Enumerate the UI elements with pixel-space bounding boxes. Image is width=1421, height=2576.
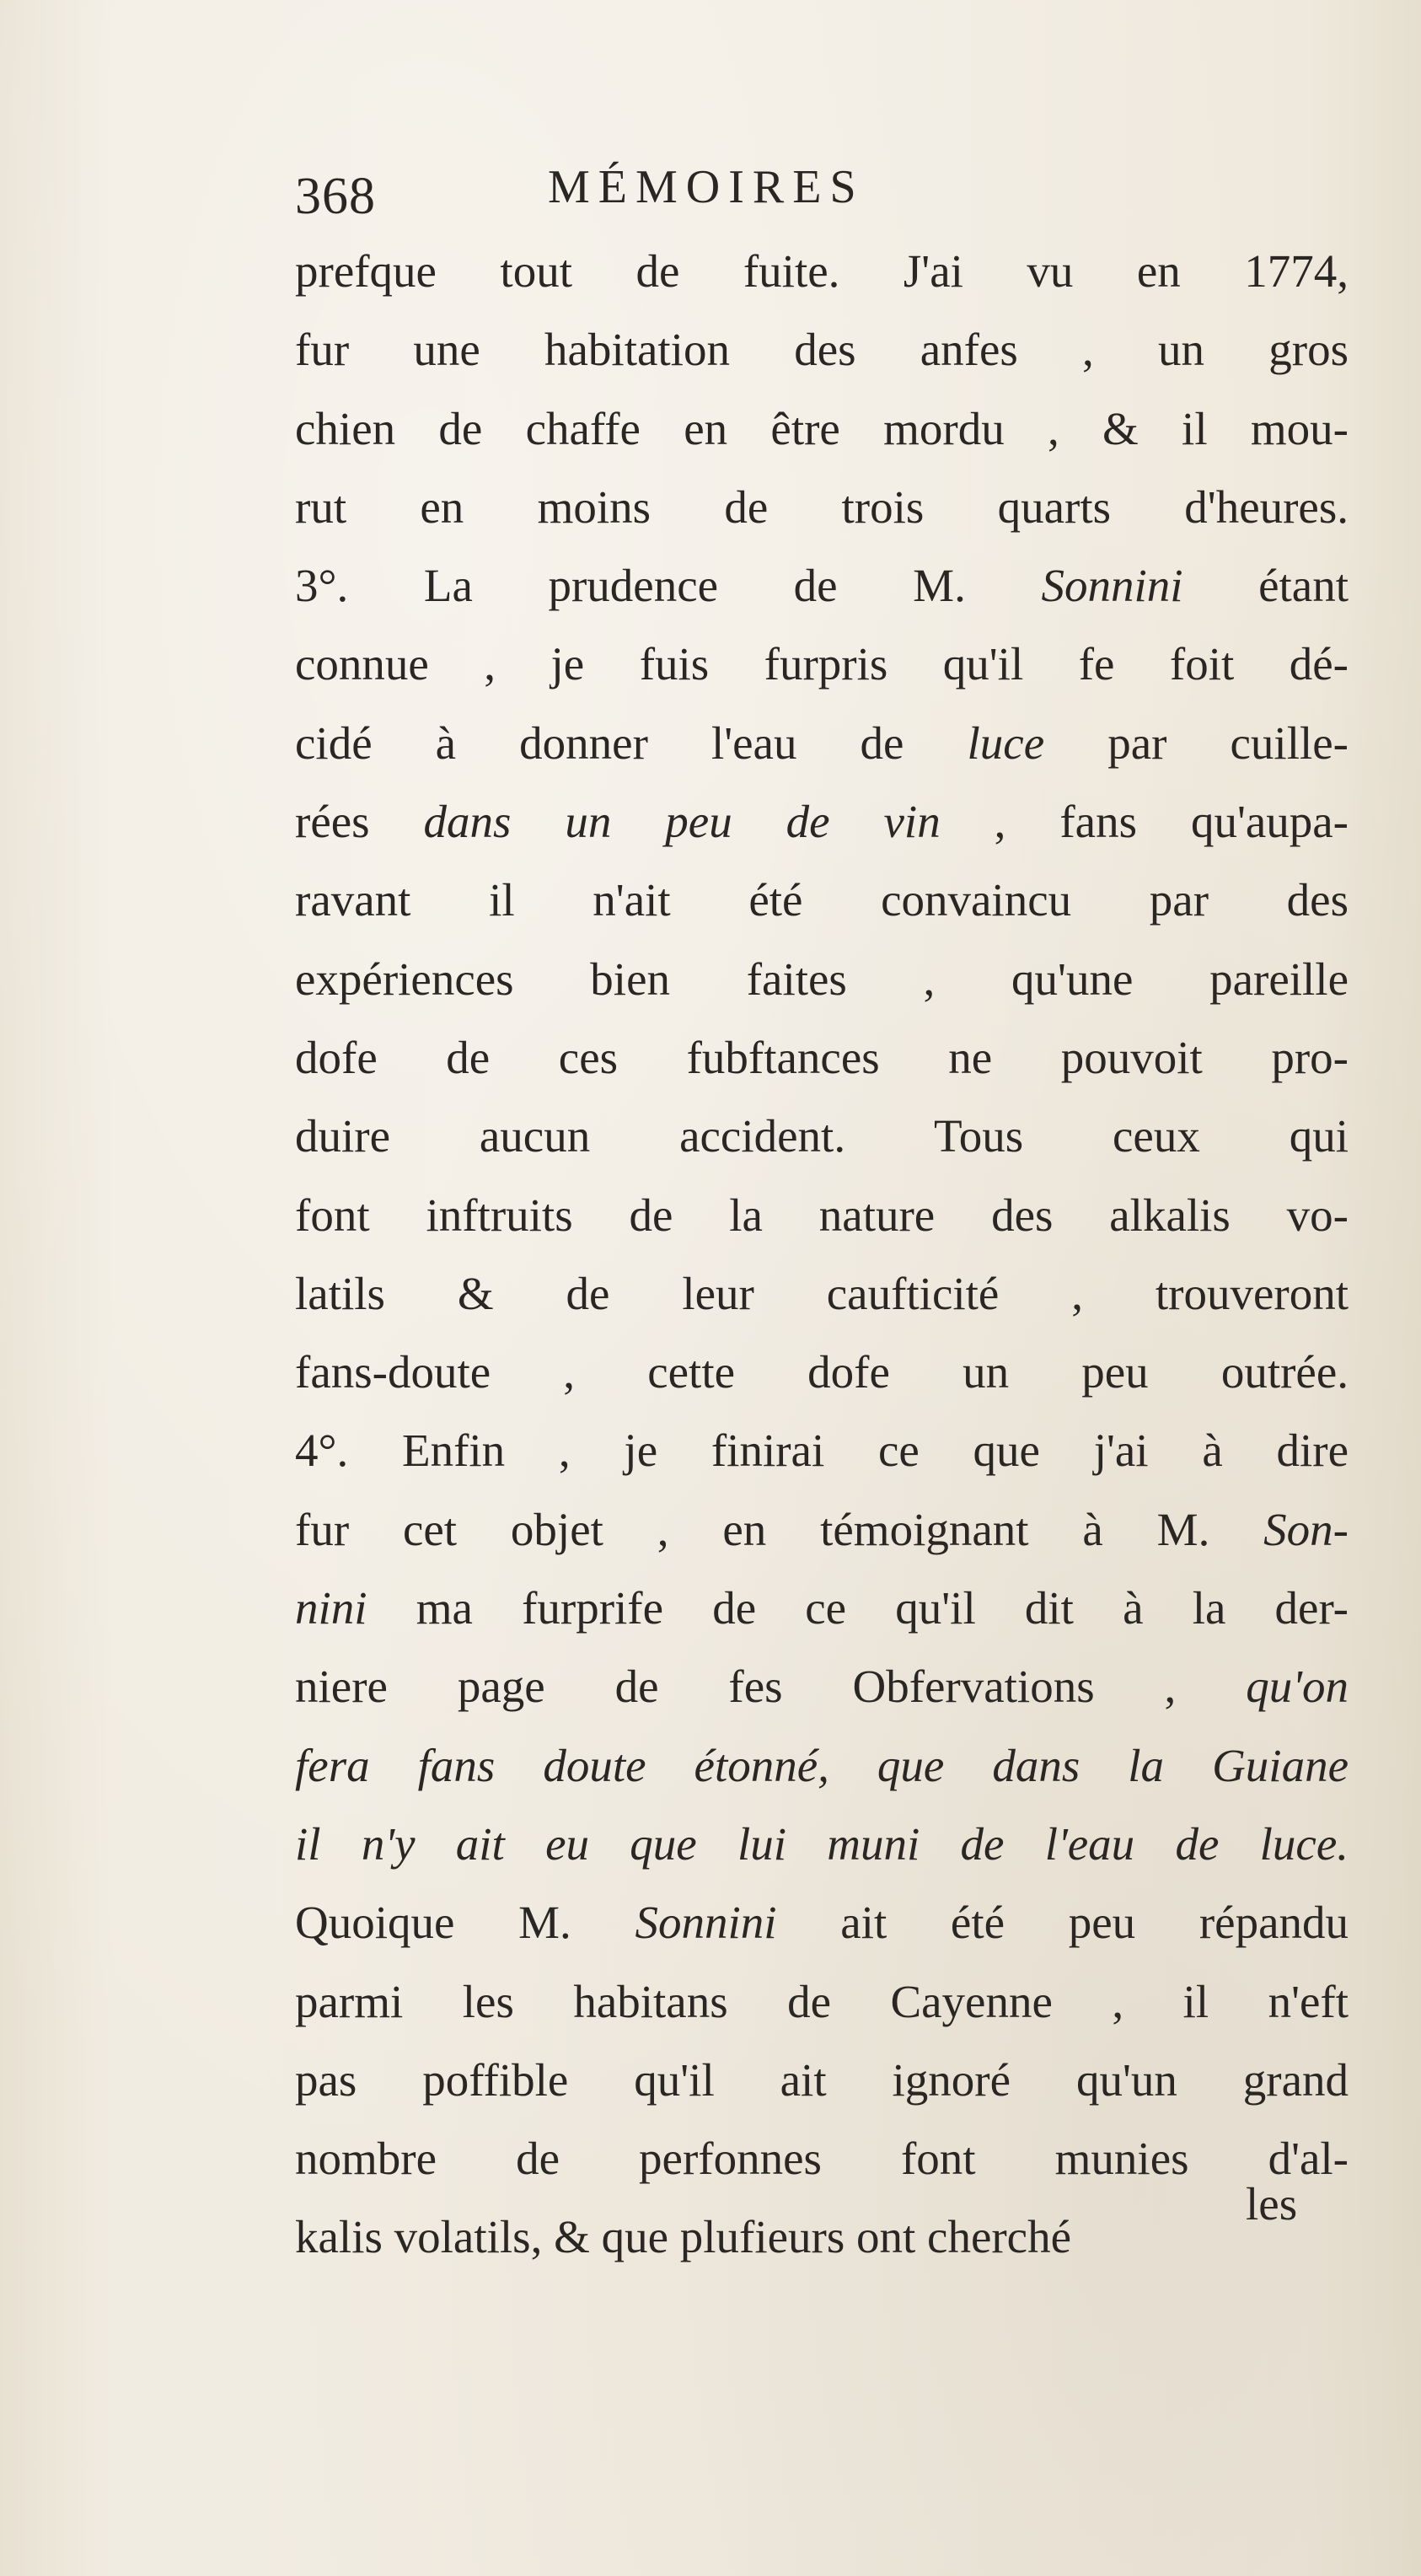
text-run: fur une habitation des anfes , un gros [295,324,1349,376]
text-line [295,310,1349,389]
text-line [295,1883,1349,1962]
italic-text-run: luce [967,716,1045,769]
text-run: pas poffible qu'il ait ignoré qu'un grand [295,2053,1349,2106]
text-line [295,546,1349,625]
text-run: cidé à donner l'eau de [295,716,968,769]
body-text [295,232,1349,2277]
text-line [295,1333,1349,1411]
text-line [295,2198,1349,2276]
text-line [295,2041,1349,2119]
text-run: nombre de perfonnes font munies d'al- [295,2133,1349,2185]
text-line [295,1254,1349,1333]
page-header [295,160,1138,236]
text-line [295,2119,1349,2198]
text-line [295,389,1349,468]
text-run: expériences bien faites , qu'une pareille [295,953,1349,1005]
text-line [295,704,1349,782]
italic-text-run: qu'on [1246,1661,1349,1713]
italic-text-run: Sonnini [1041,560,1183,612]
text-run: 4°. Enfin , je finirai ce que j'ai à dire [295,1425,1349,1477]
text-line [295,1490,1349,1569]
italic-text-run: dans un peu de vin [423,796,941,848]
text-line [295,1647,1349,1725]
text-run: fur cet objet , en témoignant à M. [295,1503,1264,1555]
text-line [295,1411,1349,1489]
text-line [295,861,1349,939]
text-line [295,1726,1349,1805]
text-run: étant [1182,560,1349,612]
text-run: font inftruits de la nature des alkalis vo- [295,1189,1349,1241]
text-run: latils & de leur caufticité , trouveront [295,1267,1349,1319]
text-run: dofe de ces fubftances ne pouvoit pro- [295,1031,1349,1083]
text-line [295,1569,1349,1647]
text-line [295,625,1349,703]
text-run: ma furprife de ce qu'il dit à la der- [367,1582,1349,1634]
text-run: duire aucun accident. Tous ceux qui [295,1110,1349,1162]
italic-text-run: nini [295,1582,367,1634]
text-line [295,232,1349,310]
text-run: ait été peu répandu [776,1897,1349,1949]
text-run: parmi les habitans de Cayenne , il n'eft [295,1975,1349,2027]
text-line [295,1176,1349,1254]
text-run: par cuille- [1044,716,1349,769]
text-run: ravant il n'ait été convaincu par des [295,874,1349,926]
text-run: kalis volatils, & que plufieurs ont cherché [295,2211,1072,2263]
text-run: Quoique M. [295,1897,635,1949]
text-run: prefque tout de fuite. J'ai vu en 1774, [295,245,1349,297]
text-line [295,782,1349,861]
italic-text-run: Sonnini [635,1897,777,1949]
text-run: fans-doute , cette dofe un peu outrée. [295,1346,1349,1398]
text-run: connue , je fuis furpris qu'il fe foit dé- [295,638,1349,690]
italic-text-run: Son- [1263,1503,1349,1555]
text-line [295,940,1349,1018]
page-number: 368 [295,168,376,225]
text-line [295,1962,1349,2041]
text-run: , fans qu'aupa- [940,796,1349,848]
catchword: les [1246,2178,1298,2230]
italic-text-run: fera fans doute étonné, que dans la Guiane [295,1739,1349,1791]
italic-text-run: il n'y ait eu que lui muni de l'eau de luce. [295,1817,1349,1870]
running-title: MÉMOIRES [548,161,865,213]
text-run: rées [295,796,424,848]
text-line [295,1018,1349,1097]
text-run: niere page de fes Obfervations , [295,1661,1247,1713]
text-line [295,468,1349,546]
text-run: 3°. La prudence de M. [295,560,1042,612]
text-run: rut en moins de trois quarts d'heures. [295,480,1349,533]
text-run: chien de chaffe en être mordu , & il mou- [295,402,1349,454]
text-line [295,1805,1349,1883]
text-line [295,1097,1349,1175]
